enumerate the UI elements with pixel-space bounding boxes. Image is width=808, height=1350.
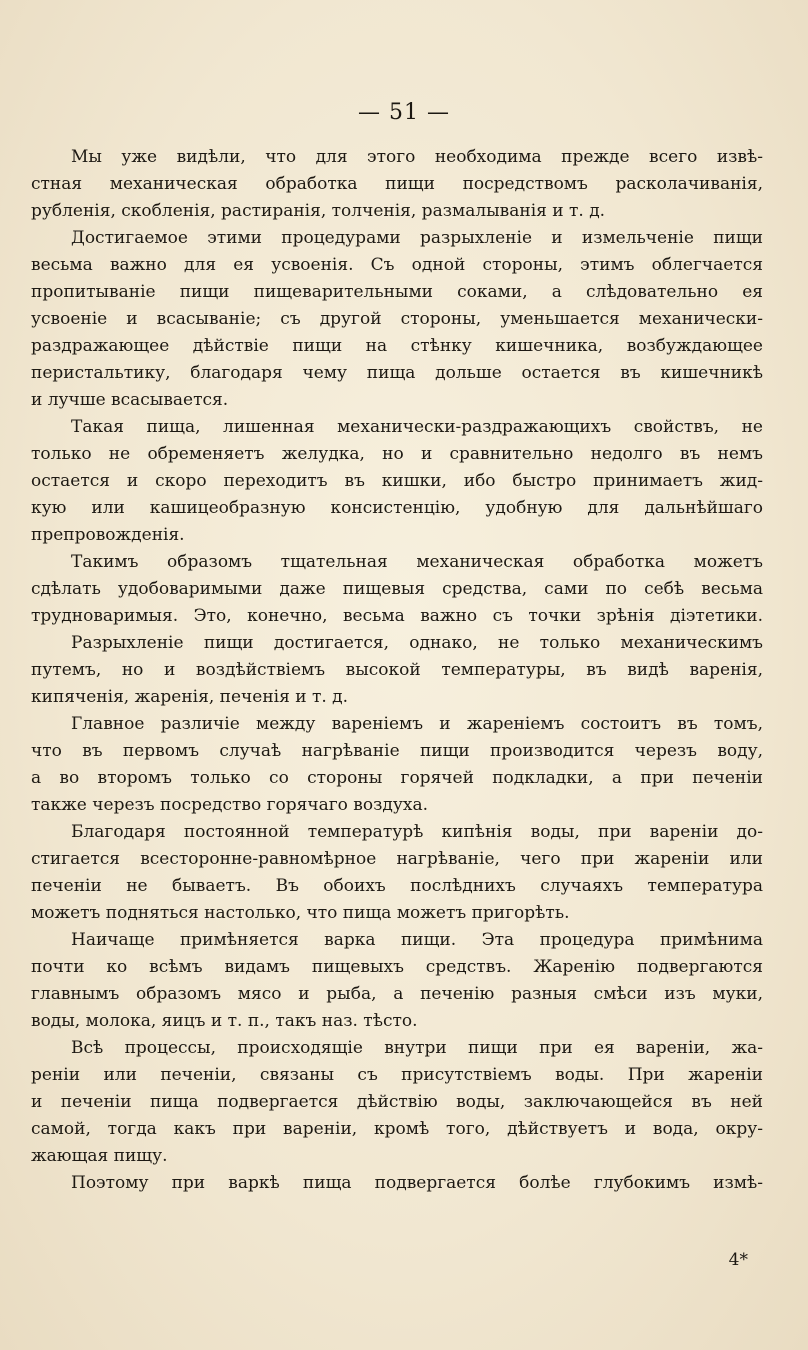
paragraph bbox=[31, 1035, 763, 1170]
paragraph bbox=[31, 225, 763, 414]
text-line: стная механическая обработка пищи посредствомъ расколачиванія, bbox=[31, 174, 763, 194]
text-line: Главное различіе между вареніемъ и жареніемъ состоитъ въ томъ, bbox=[71, 714, 763, 734]
text-line: раздражающее дѣйствіе пищи на стѣнку кишечника, возбуждающее bbox=[31, 336, 763, 356]
paragraph bbox=[31, 927, 763, 1035]
text-line: весьма важно для ея усвоенія. Съ одной стороны, этимъ облегчается bbox=[31, 255, 763, 275]
text-line: Достигаемое этими процедурами разрыхленіе и измельченіе пищи bbox=[71, 228, 763, 248]
text-line: перистальтику, благодаря чему пища дольше остается въ кишечникѣ bbox=[31, 363, 763, 383]
paragraph bbox=[31, 549, 763, 630]
text-line: а во второмъ только со стороны горячей подкладки, а при печеніи bbox=[31, 768, 763, 788]
text-line: Всѣ процессы, происходящіе внутри пищи при ея вареніи, жа- bbox=[71, 1038, 763, 1058]
text-line: главнымъ образомъ мясо и рыба, а печенію разныя смѣси изъ муки, bbox=[31, 984, 763, 1004]
text-line: остается и скоро переходитъ въ кишки, ибо быстро принимаетъ жид- bbox=[31, 471, 763, 491]
page-number: — 51 — bbox=[358, 100, 450, 125]
text-line: реніи или печеніи, связаны съ присутствіемъ воды. При жареніи bbox=[31, 1065, 763, 1085]
text-line: Такимъ образомъ тщательная механическая обработка можетъ bbox=[71, 552, 763, 572]
text-line: Наичаще примѣняется варка пищи. Эта процедура примѣнима bbox=[71, 930, 763, 950]
text-line: рубленія, скобленія, растиранія, толченія, размалыванія и т. д. bbox=[31, 201, 606, 221]
text-line: что въ первомъ случаѣ нагрѣваніе пищи производится черезъ воду, bbox=[31, 741, 763, 761]
text-line: трудноваримыя. Это, конечно, весьма важно съ точки зрѣнія діэтетики. bbox=[31, 606, 763, 626]
text-line: путемъ, но и воздѣйствіемъ высокой температуры, въ видѣ варенія, bbox=[31, 660, 763, 680]
text-line: самой, тогда какъ при вареніи, кромѣ того, дѣйствуетъ и вода, окру- bbox=[31, 1119, 763, 1139]
text-line: также черезъ посредство горячаго воздуха. bbox=[31, 795, 428, 815]
text-line: печеніи не бываетъ. Въ обоихъ послѣднихъ случаяхъ температура bbox=[31, 876, 763, 896]
text-line: Поэтому при варкѣ пища подвергается болѣе глубокимъ измѣ- bbox=[71, 1173, 763, 1193]
text-line: и печеніи пища подвергается дѣйствію воды, заключающейся въ ней bbox=[31, 1092, 763, 1112]
text-line: кипяченія, жаренія, печенія и т. д. bbox=[31, 687, 349, 707]
paragraph bbox=[31, 144, 763, 225]
text-line: Благодаря постоянной температурѣ кипѣнія воды, при вареніи до- bbox=[71, 822, 763, 842]
text-line: и лучше всасывается. bbox=[31, 390, 229, 410]
text-line: воды, молока, яицъ и т. п., такъ наз. тѣсто. bbox=[31, 1011, 418, 1031]
text-line: Разрыхленіе пищи достигается, однако, не только механическимъ bbox=[71, 633, 763, 653]
text-line: только не обременяетъ желудка, но и сравнительно недолго въ немъ bbox=[31, 444, 763, 464]
text-line: стигается всесторонне-равномѣрное нагрѣваніе, чего при жареніи или bbox=[31, 849, 763, 869]
paragraph bbox=[31, 630, 763, 711]
text-line: препровожденія. bbox=[31, 525, 185, 545]
paragraph bbox=[31, 819, 763, 927]
paragraph bbox=[31, 414, 763, 549]
text-line: Такая пища, лишенная механически-раздражающихъ свойствъ, не bbox=[71, 417, 763, 437]
text-line: Мы уже видѣли, что для этого необходима прежде всего извѣ- bbox=[71, 147, 763, 167]
text-line: пропитываніе пищи пищеварительными соками, а слѣдовательно ея bbox=[31, 282, 763, 302]
text-line: можетъ подняться настолько, что пища можетъ пригорѣть. bbox=[31, 903, 570, 923]
printer-signature-mark: 4* bbox=[728, 1250, 748, 1270]
text-line: сдѣлать удобоваримыми даже пищевыя средства, сами по себѣ весьма bbox=[31, 579, 763, 599]
body-text bbox=[31, 144, 763, 1197]
paragraph bbox=[31, 711, 763, 819]
paragraph bbox=[31, 1170, 763, 1197]
text-line: кую или кашицеобразную консистенцію, удобную для дальнѣйшаго bbox=[31, 498, 763, 518]
text-line: почти ко всѣмъ видамъ пищевыхъ средствъ. Жаренію подвергаются bbox=[31, 957, 763, 977]
text-line: усвоеніе и всасываніе; съ другой стороны, уменьшается механически- bbox=[31, 309, 763, 329]
text-line: жающая пищу. bbox=[31, 1146, 168, 1166]
